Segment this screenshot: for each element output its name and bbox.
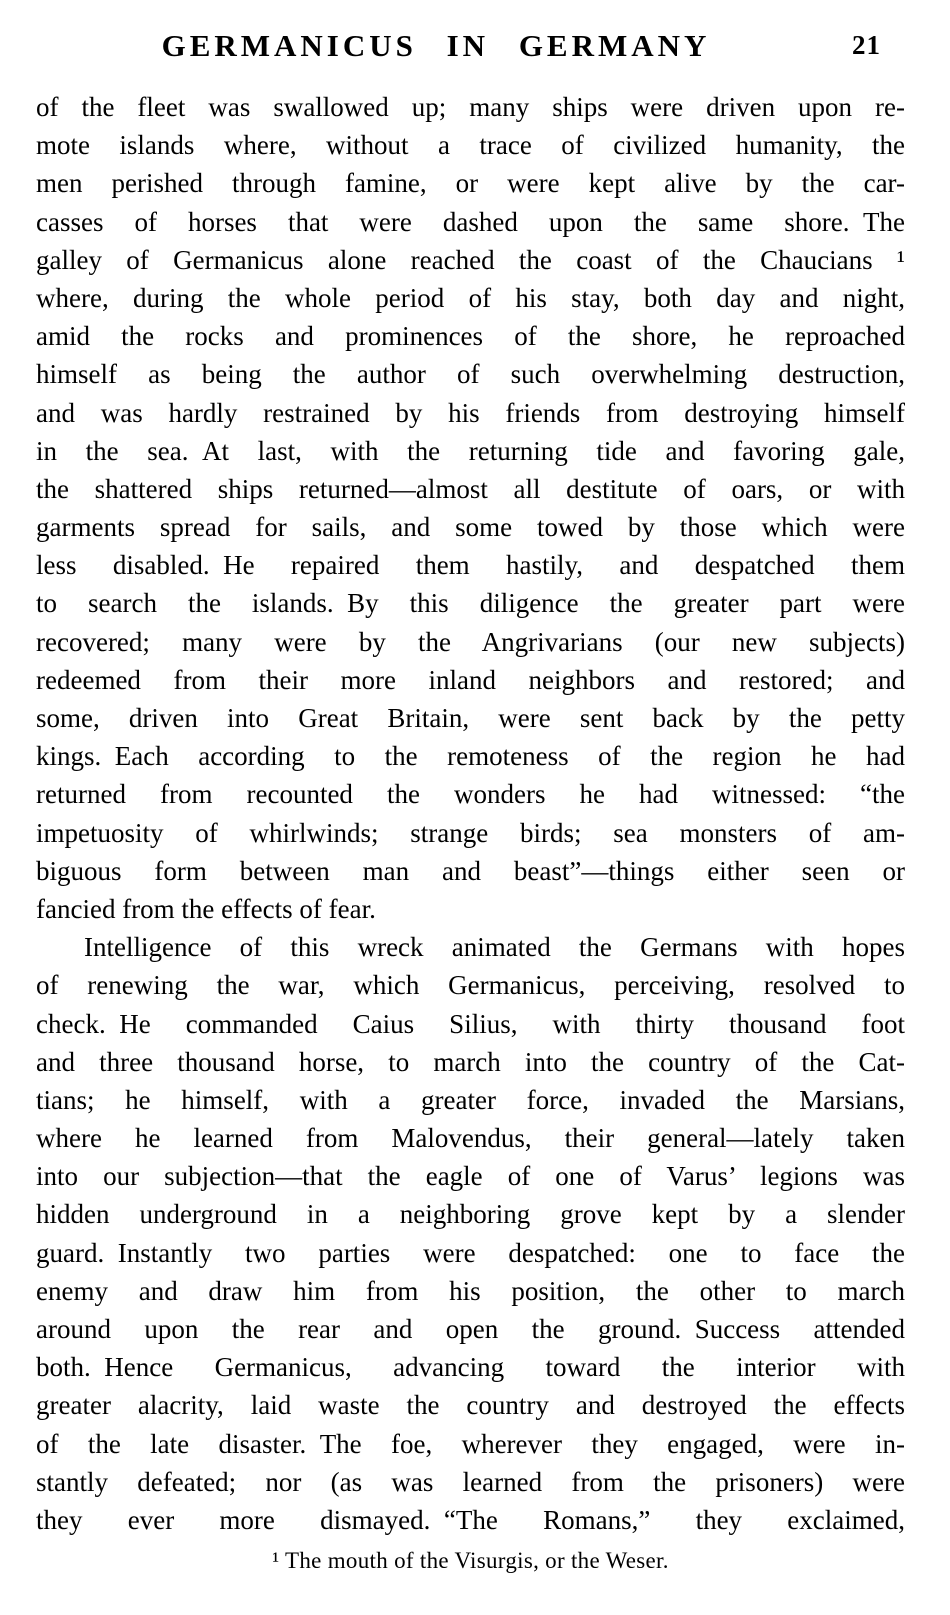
text-line: Intelligence of this wreck animated the Germans with hopes [84,932,905,963]
text-line: where he learned from Malovendus, their general—lately taken [36,1123,905,1154]
text-line: impetuosity of whirlwinds; strange birds; sea monsters of am- [36,817,905,848]
text-line: men perished through famine, or were kept alive by the car- [36,168,905,199]
text-line: around upon the rear and open the ground. Success attended [36,1314,905,1344]
text-line: the shattered ships returned—almost all destitute of oars, or with [36,473,905,504]
text-line: some, driven into Great Britain, were sent back by the petty [36,703,905,733]
paragraph [36,88,905,928]
text-line: guard. Instantly two parties were despatched: one to face the [36,1237,905,1268]
body-text [36,88,905,1539]
text-line: in the sea. At last, with the returning tide and favoring gale, [36,435,905,466]
text-line: and was hardly restrained by his friends from destroying himself [36,397,905,428]
text-line: himself as being the author of such overwhelming destruction, [36,359,905,390]
text-line: hidden underground in a neighboring grove kept by a slender [36,1199,905,1230]
text-line: redeemed from their more inland neighbors and restored; and [36,664,905,695]
text-line: galley of Germanicus alone reached the coast of the Chaucians ¹ [36,244,905,275]
text-line: to search the islands. By this diligence the greater part were [36,588,905,619]
text-line: and three thousand horse, to march into the country of the Cat- [36,1046,905,1077]
text-line: tians; he himself, with a greater force, invaded the Marsians, [36,1084,905,1115]
text-line: greater alacrity, laid waste the country and destroyed the effects [36,1390,905,1421]
text-line: enemy and draw him from his position, the other to march [36,1275,905,1306]
page-number: 21 [852,30,881,60]
text-line: into our subjection—that the eagle of one of Varus’ legions was [36,1161,905,1192]
text-line: returned from recounted the wonders he had witnessed: “the [36,779,905,810]
text-line: garments spread for sails, and some towed by those which were [36,512,905,543]
text-line: casses of horses that were dashed upon the same shore. The [36,206,905,237]
footnote: ¹ The mouth of the Visurgis, or the Weser. [272,1548,669,1573]
text-line: where, during the whole period of his stay, both day and night, [36,282,905,313]
text-line: they ever more dismayed. “The Romans,” they exclaimed, [36,1504,905,1535]
text-line: less disabled. He repaired them hastily, and despatched them [36,550,905,581]
text-line: of renewing the war, which Germanicus, perceiving, resolved to [36,970,905,1001]
text-line: recovered; many were by the Angrivarians (our new subjects) [36,626,905,657]
text-line: fancied from the effects of fear. [36,893,376,924]
text-line: kings. Each according to the remoteness of the region he had [36,741,905,772]
text-line: both. Hence Germanicus, advancing toward the interior with [36,1352,905,1383]
text-line: of the fleet was swallowed up; many ships were driven upon re- [36,92,905,122]
text-line: stantly defeated; nor (as was learned from the prisoners) were [36,1466,905,1497]
text-line: check. He commanded Caius Silius, with thirty thousand foot [36,1008,905,1039]
text-line: mote islands where, without a trace of civilized humanity, the [36,130,905,161]
paragraph [36,928,905,1539]
text-line: amid the rocks and prominences of the shore, he reproached [36,321,905,352]
page-title: GERMANICUS IN GERMANY [161,28,711,63]
text-line: biguous form between man and beast”—things either seen or [36,855,905,886]
text-line: of the late disaster. The foe, wherever they engaged, were in- [36,1428,905,1459]
